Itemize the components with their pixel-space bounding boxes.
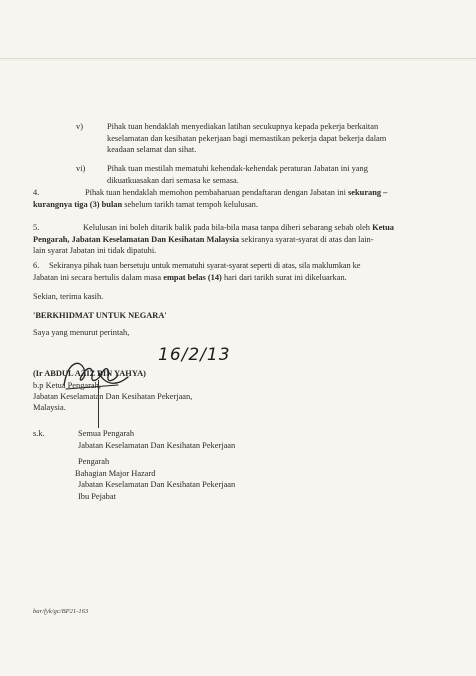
reference-code: bar/fyk/gc/BP21-163: [33, 608, 89, 615]
para-5-text-b: sekiranya syarat-syarat di atas dan lain-: [241, 234, 374, 244]
para-6-text-a: Sekiranya pihak tuan bersetuju untuk mematuhi syarat-syarat seperti di atas, sila maklumkan ke: [49, 261, 361, 270]
para-5-text-c: lain syarat Jabatan ini tidak dipatuhi.: [33, 246, 157, 256]
signatory-name: (Ir ABDUL AZIZ BIN YAHYA): [33, 369, 146, 378]
item-vi-line-1: Pihak tuan mestilah mematuhi kehendak-kehendak peraturan Jabatan ini yang: [107, 164, 368, 173]
signatory-title-1: b.p Ketua Pengarah,: [33, 381, 101, 390]
para-6-bold-a: empat belas (14): [163, 272, 222, 282]
item-v-text: [107, 121, 437, 156]
item-v-line-2: keselamatan dan kesihatan pekerjaan bagi memastikan pekerja dapat bekerja dalam: [107, 133, 387, 143]
motto: 'BERKHIDMAT UNTUK NEGARA': [33, 311, 167, 320]
para-6-number: 6.: [33, 261, 40, 270]
item-v-line-1: Pihak tuan hendaklah menyediakan latihan secukupnya kepada pekerja berkaitan: [107, 122, 379, 131]
saya-yang-menurut: Saya yang menurut perintah,: [33, 328, 130, 337]
sk-group-1-line-2: Jabatan Keselamatan Dan Kesihatan Pekerjaan: [78, 440, 236, 450]
sk-label: s.k.: [33, 429, 45, 438]
closing-text: Sekian, terima kasih.: [33, 292, 104, 301]
para-5-text-a: Kelulusan ini boleh ditarik balik pada bila-bila masa tanpa diberi sebarang sebab oleh: [83, 223, 370, 232]
para-6-text: [33, 260, 445, 283]
para-4-bold-a: sekurang –: [348, 188, 388, 197]
para-4-number: 4.: [33, 188, 40, 197]
para-4-bold-b: kurangnya tiga (3) bulan: [33, 199, 123, 209]
para-5-number: 5.: [33, 223, 40, 232]
sk-group-2-line-1: Pengarah: [78, 457, 110, 466]
signatory-title-2: Jabatan Keselamatan Dan Kesihatan Pekerjaan,: [33, 392, 193, 401]
para-6-text-c: hari dari tarikh surat ini dikeluarkan.: [223, 272, 347, 282]
para-6-text-b: Jabatan ini secara bertulis dalam masa: [33, 272, 162, 282]
item-vi-line-2: dikuatkuasakan dari semasa ke semasa.: [107, 175, 239, 185]
sk-group-2-line-4: Ibu Pejabat: [78, 491, 116, 501]
signatory-title-3: Malaysia.: [33, 403, 66, 412]
item-vi-text: [107, 163, 437, 186]
item-v-line-3: keadaan selamat dan sihat.: [107, 145, 197, 155]
item-v-marker: v): [76, 122, 83, 131]
sk-group-2: [75, 456, 235, 502]
paper-fold-line: [0, 58, 476, 59]
para-4-text-b: sebelum tarikh tamat tempoh kelulusan.: [124, 199, 258, 209]
item-vi-marker: vi): [76, 164, 86, 173]
para-5-bold-a: Ketua: [372, 223, 394, 232]
para-5-bold-b: Pengarah, Jabatan Keselamatan Dan Kesihatan Malaysia: [33, 234, 240, 244]
handwritten-date: 16/2/13: [158, 345, 231, 365]
para-4-text: [33, 187, 441, 210]
sk-group-1-line-1: Semua Pengarah: [78, 429, 135, 438]
sk-group-2-line-3: Jabatan Keselamatan Dan Kesihatan Pekerjaan: [78, 480, 236, 490]
sk-group-2-line-2: Bahagian Major Hazard: [75, 468, 156, 478]
para-4-text-a: Pihak tuan hendaklah memohon pembaharuan pendaftaran dengan Jabatan ini: [85, 188, 346, 197]
sk-group-1: [75, 428, 235, 451]
para-5-text: [33, 222, 443, 257]
